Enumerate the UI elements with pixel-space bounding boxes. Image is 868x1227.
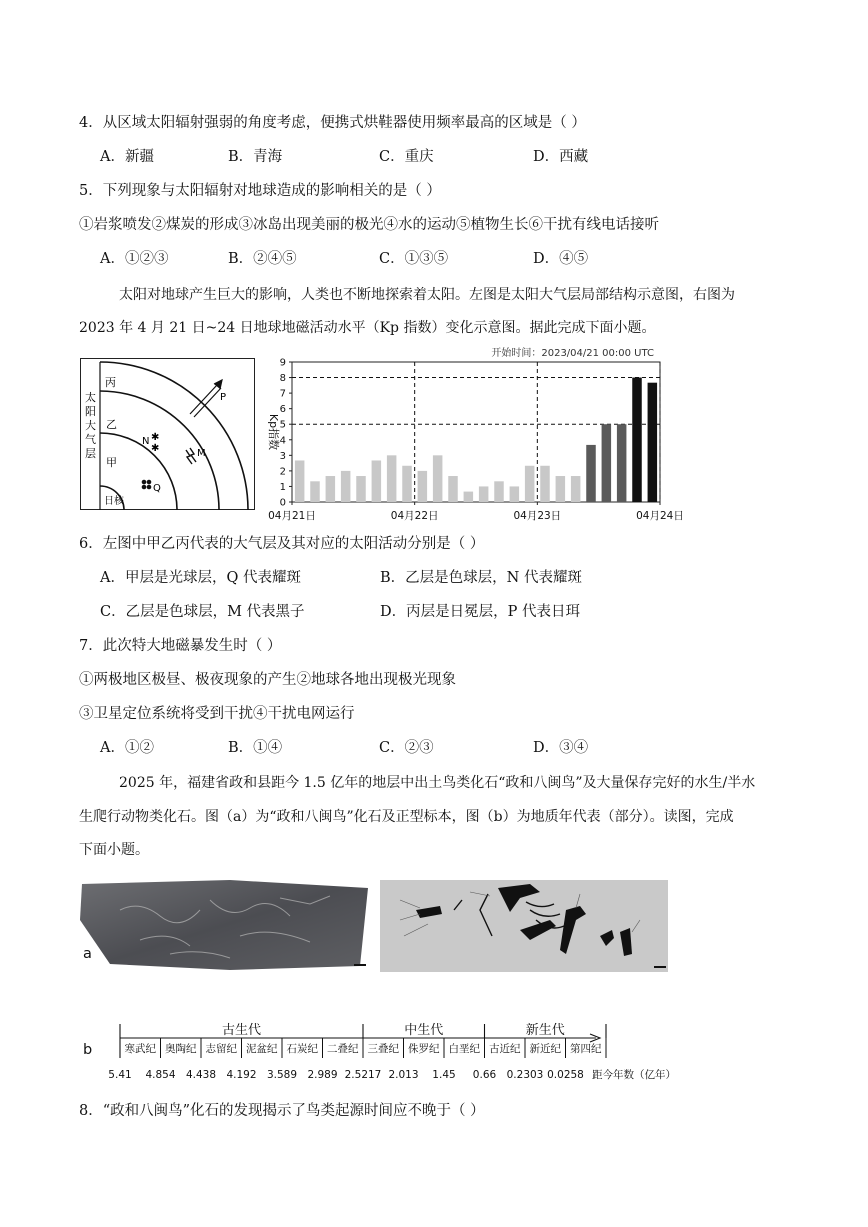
sun-structure-diagram [80,358,255,510]
sunspot-icon-2: ✱ [151,443,160,454]
q4-option-b[interactable]: B．青海 [228,149,283,165]
y-tick-label: 0 [279,497,286,509]
age-label: 3.589 [266,1069,298,1081]
period-label: 石炭纪 [286,1043,318,1055]
q5-stem: 5．下列现象与太阳辐射对地球造成的影响相关的是（ ） [79,183,441,199]
kp-bar [356,476,366,502]
q7-option-b[interactable]: B．①④ [228,740,283,756]
kp-bar [571,476,581,502]
q6-option-b[interactable]: B．乙层是色球层，N 代表耀斑 [380,570,582,586]
kp-bar [433,455,443,502]
x-tick-label: 04月21日 [268,510,316,522]
age-label: 2.989 [307,1069,338,1081]
y-axis-label: Kp指数 [267,413,280,451]
q5-option-d[interactable]: D．④⑤ [533,251,589,267]
age-label: 0.66 [472,1069,497,1081]
fossil-slab-photo [80,880,370,972]
layer-core: 日核 [104,496,124,507]
fig-a-label: a [83,946,92,962]
period-label: 奥陶纪 [165,1043,197,1055]
period-label: 三叠纪 [367,1043,399,1055]
passage2-line3: 下面小题。 [79,842,149,858]
q5-option-c[interactable]: C．①③⑤ [379,251,449,267]
q4-option-d[interactable]: D．西藏 [533,149,589,165]
kp-bar [648,383,658,502]
age-label: 4.438 [185,1069,217,1081]
y-tick-label: 3 [279,450,286,462]
q6-option-a[interactable]: A．甲层是光球层，Q 代表耀斑 [100,570,301,586]
period-label: 白垩纪 [448,1043,480,1055]
kp-bar [556,476,566,502]
kp-bar [540,466,550,502]
y-tick-label: 5 [279,419,286,431]
layer-yi: 乙 [106,418,117,431]
sunspot-icon: ✱ [151,432,160,443]
x-tick-label: 04月23日 [513,510,562,522]
side-label-char-4: 气 [85,433,96,446]
marker-p: P [220,392,227,403]
era-label: 新生代 [525,1023,565,1038]
passage2-line1: 2025 年，福建省政和县距今 1.5 亿年的地层中出土鸟类化石“政和八闽鸟”及大量保存完好的水生/半水 [119,775,756,791]
age-label: 5.41 [108,1069,132,1081]
q7-option-d[interactable]: D．③④ [533,740,589,756]
marker-q: Q [153,483,161,494]
q6-option-d[interactable]: D．丙层是日冕层，P 代表日珥 [380,604,580,620]
kp-index-chart [258,344,684,526]
marker-m: M [197,448,206,459]
q4-option-c[interactable]: C．重庆 [379,149,434,165]
y-tick-label: 7 [279,388,286,400]
age-label: 1.45 [432,1069,456,1081]
q6-stem: 6．左图中甲乙丙代表的大气层及其对应的太阳活动分别是（ ） [79,536,485,552]
kp-bar [494,481,504,502]
period-label: 寒武纪 [124,1043,156,1055]
kp-bar [617,424,627,502]
age-label: 0.0258 [547,1069,584,1081]
age-label: 2.5217 [344,1069,382,1081]
kp-bar [510,486,520,502]
kp-bar [602,424,612,502]
q7-items-2: ③卫星定位系统将受到干扰④干扰电网运行 [79,706,355,722]
passage1-line1: 太阳对地球产生巨大的影响，人类也不断地探索着太阳。左图是太阳大气层局部结构示意图，右图为 [119,287,735,303]
period-label: 古近纪 [489,1043,521,1055]
kp-bar [448,476,458,502]
era-label: 古生代 [221,1023,262,1038]
y-tick-label: 8 [279,373,286,385]
kp-bar [341,471,351,502]
kp-bar [418,471,428,502]
kp-bar [295,460,305,502]
fossil-specimen-drawing [380,880,668,972]
period-label: 侏罗纪 [408,1043,440,1055]
q5-option-b[interactable]: B．②④⑤ [228,251,297,267]
q5-option-a[interactable]: A．①②③ [100,251,169,267]
kp-bar [372,460,382,502]
age-label: 0.2303 [506,1069,544,1081]
age-label: 4.854 [145,1069,176,1081]
layer-bing: 丙 [105,376,116,389]
q7-stem: 7．此次特大地磁暴发生时（ ） [79,638,282,654]
age-label: 2.013 [388,1069,419,1081]
age-unit-label: 距今年数（亿年） [592,1069,676,1081]
period-label: 新近纪 [529,1043,561,1055]
marker-n: N [142,436,150,447]
kp-bar [479,486,489,502]
y-tick-label: 6 [279,404,286,416]
fig-b-label: b [83,1042,93,1058]
chart-title: 开始时间：2023/04/21 00:00 UTC [491,348,654,359]
y-tick-label: 9 [279,357,286,369]
kp-bar [586,445,596,502]
q7-items-1: ①两极地区极昼、极夜现象的产生②地球各地出现极光现象 [79,672,456,688]
kp-bar [464,492,474,502]
passage1-line2: 2023 年 4 月 21 日~24 日地球地磁活动水平（Kp 指数）变化示意图。据此完成下面小题。 [79,320,656,336]
kp-bar [387,455,397,502]
geologic-timeline [100,1016,690,1082]
y-tick-label: 4 [279,435,286,447]
q6-option-c[interactable]: C．乙层是色球层，M 代表黑子 [100,604,305,620]
period-label: 第四纪 [570,1043,602,1055]
side-label-char-2: 阳 [85,405,96,418]
period-label: 二叠纪 [327,1043,359,1055]
q7-option-a[interactable]: A．①② [100,740,154,756]
passage2-line2: 生爬行动物类化石。图（a）为“政和八闽鸟”化石及正型标本，图（b）为地质年代表（部分）。读图，完成 [79,809,734,825]
x-tick-label: 04月22日 [390,510,439,522]
q4-stem: 4．从区域太阳辐射强弱的角度考虑，便携式烘鞋器使用频率最高的区域是（ ） [79,115,586,131]
kp-bar [632,378,642,502]
y-tick-label: 1 [279,481,286,493]
kp-bar [326,476,336,502]
q7-option-c[interactable]: C．②③ [379,740,434,756]
era-label: 中生代 [404,1023,444,1038]
side-label-char-5: 层 [85,447,96,460]
period-label: 志留纪 [205,1043,237,1055]
side-label-char-3: 大 [85,419,96,432]
side-label-char-1: 太 [85,391,96,404]
q4-option-a[interactable]: A．新疆 [100,149,154,165]
x-tick-label: 04月24日 [636,510,684,522]
kp-bar [310,481,320,502]
layer-jia: 甲 [106,456,117,469]
q5-items: ①岩浆喷发②煤炭的形成③冰岛出现美丽的极光④水的运动⑤植物生长⑥干扰有线电话接听 [79,217,659,233]
period-label: 泥盆纪 [246,1043,278,1055]
age-label: 4.192 [226,1069,257,1081]
q8-stem: 8．“政和八闽鸟”化石的发现揭示了鸟类起源时间应不晚于（ ） [79,1103,485,1119]
y-tick-label: 2 [279,466,286,478]
kp-bar [402,466,412,502]
kp-bar [525,466,535,502]
